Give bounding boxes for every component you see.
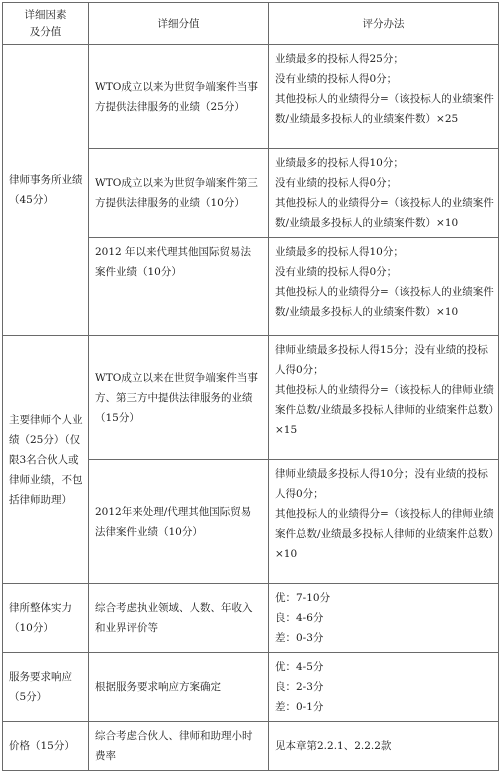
scoring-table bbox=[2, 2, 499, 771]
header-factor-line1: 详细因素 bbox=[24, 8, 67, 21]
method-line: 其他投标人的业绩得分=（该投标人的业绩案件数/业绩最多投标人的业绩案件数）×10 bbox=[275, 286, 494, 318]
method-cell bbox=[269, 722, 499, 771]
method-cell bbox=[269, 149, 499, 238]
method-cell bbox=[269, 653, 499, 722]
factor-cell: 价格（15分） bbox=[3, 722, 89, 771]
detail-cell: 综合考虑合伙人、律师和助理小时费率 bbox=[89, 722, 269, 771]
method-line: 见本章第2.2.1、2.2.2款 bbox=[275, 740, 392, 752]
method-line: 没有业绩的投标人得0分； bbox=[275, 73, 398, 85]
method-line: 优：7-10分 bbox=[275, 592, 331, 604]
method-line: 其他投标人的业绩得分=（该投标人的律师业绩案件总数/业绩最多投标人律师的业绩案件总数）×15 bbox=[275, 384, 494, 436]
factor-cell: 律所整体实力（10分） bbox=[3, 584, 89, 653]
method-cell bbox=[269, 238, 499, 336]
factor-cell: 服务要求响应（5分） bbox=[3, 653, 89, 722]
header-detail: 详细分值 bbox=[89, 3, 269, 45]
detail-cell: 2012 年以来代理其他国际贸易法案件业绩（10分） bbox=[89, 238, 269, 336]
table-header-row bbox=[3, 3, 499, 45]
method-line: 良：4-6分 bbox=[275, 612, 324, 624]
detail-cell: WTO成立以来在世贸争端案件当事方、第三方中提供法律服务的业绩（15分） bbox=[89, 336, 269, 460]
method-line: 没有业绩的投标人得0分； bbox=[275, 177, 398, 189]
table-row bbox=[3, 584, 499, 653]
method-line: 优：4-5分 bbox=[275, 661, 324, 673]
factor-cell: 律师事务所业绩（45分） bbox=[3, 45, 89, 336]
factor-cell: 主要律师个人业绩（25分）（仅限3名合伙人或律师业绩，不包括律师助理） bbox=[3, 336, 89, 584]
method-line: 业绩最多的投标人得10分； bbox=[275, 157, 404, 169]
header-factor bbox=[3, 3, 89, 45]
table-row bbox=[3, 653, 499, 722]
method-line: 差：0-3分 bbox=[275, 632, 324, 644]
method-line: 业绩最多的投标人得25分； bbox=[275, 53, 404, 65]
detail-cell: WTO成立以来为世贸争端案件当事方提供法律服务的业绩（25分） bbox=[89, 45, 269, 149]
method-line: 差：0-1分 bbox=[275, 701, 324, 713]
header-factor-line2: 及分值 bbox=[29, 25, 62, 38]
method-cell bbox=[269, 45, 499, 149]
detail-cell: WTO成立以来为世贸争端案件第三方提供法律服务的业绩（10分） bbox=[89, 149, 269, 238]
method-line: 其他投标人的业绩得分=（该投标人的律师业绩案件总数/业绩最多投标人律师的业绩案件总数）×10 bbox=[275, 508, 494, 560]
detail-cell: 2012年来处理/代理其他国际贸易法律案件业绩（10分） bbox=[89, 460, 269, 584]
method-line: 没有业绩的投标人得0分； bbox=[275, 266, 398, 278]
method-cell bbox=[269, 584, 499, 653]
method-line: 业绩最多的投标人得10分； bbox=[275, 246, 404, 258]
header-method: 评分办法 bbox=[269, 3, 499, 45]
table-row bbox=[3, 45, 499, 149]
table-row bbox=[3, 336, 499, 460]
detail-cell: 综合考虑执业领域、人数、年收入和业界评价等 bbox=[89, 584, 269, 653]
method-line: 律师业绩最多投标人得15分；没有业绩的投标人得0分； bbox=[275, 344, 488, 376]
method-line: 律师业绩最多投标人得10分；没有业绩的投标人得0分； bbox=[275, 468, 488, 500]
method-cell bbox=[269, 336, 499, 460]
method-line: 其他投标人的业绩得分=（该投标人的业绩案件数/业绩最多投标人的业绩案件数）×25 bbox=[275, 93, 494, 125]
detail-cell: 根据服务要求响应方案确定 bbox=[89, 653, 269, 722]
table-row bbox=[3, 722, 499, 771]
method-line: 其他投标人的业绩得分=（该投标人的业绩案件数/业绩最多投标人的业绩案件数）×10 bbox=[275, 197, 494, 229]
method-cell bbox=[269, 460, 499, 584]
method-line: 良：2-3分 bbox=[275, 681, 324, 693]
